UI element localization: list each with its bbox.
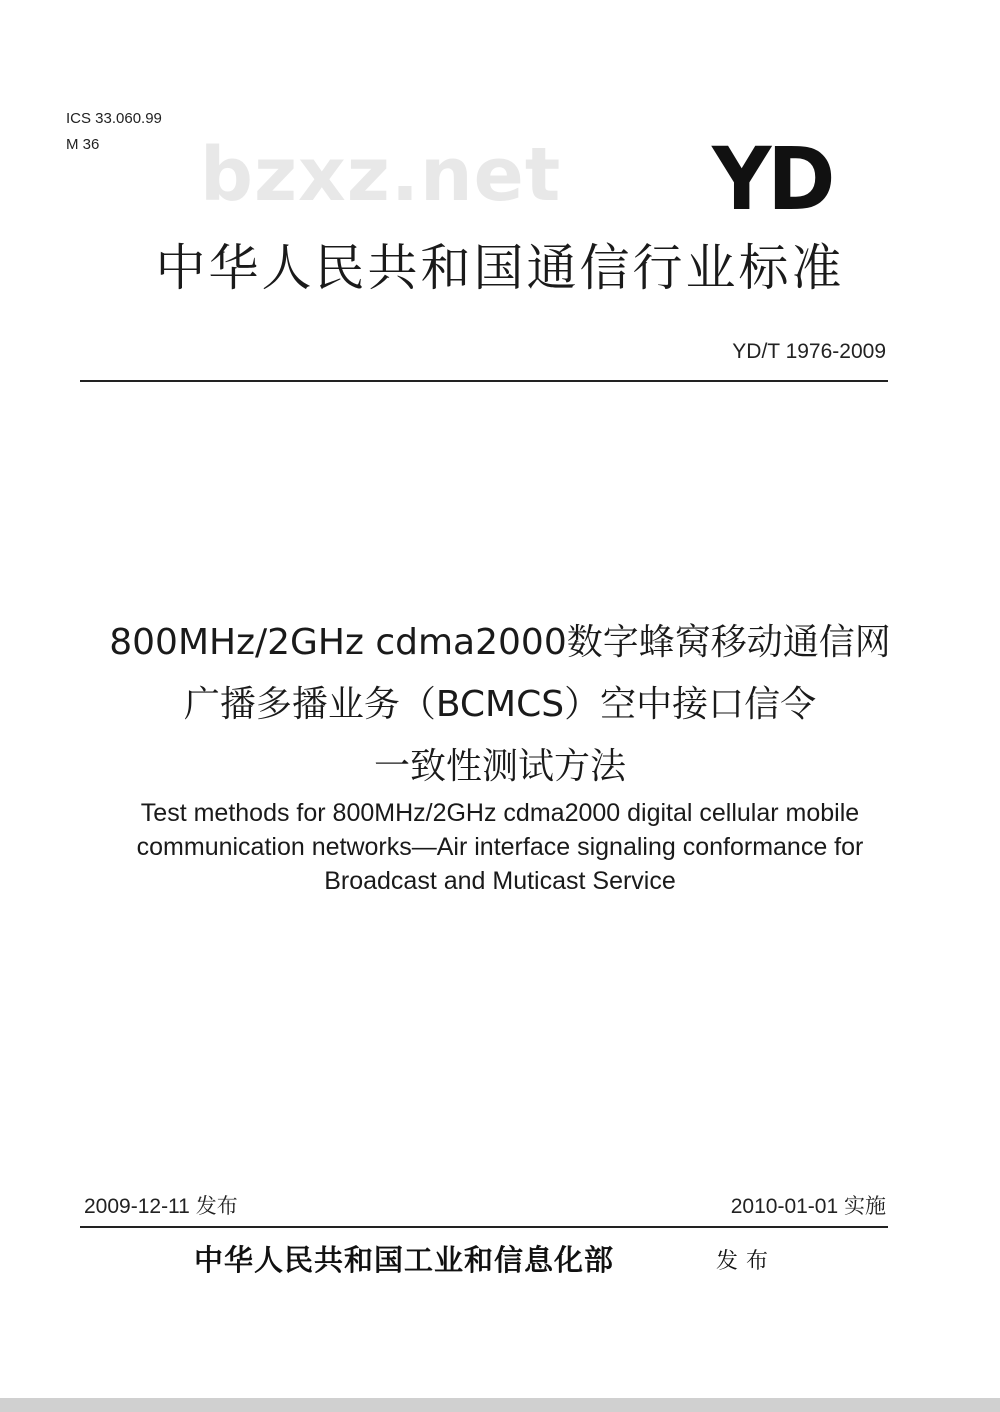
implementation-date: 2010-01-01 实施 — [730, 1195, 886, 1218]
top-divider — [80, 380, 888, 382]
english-title-line-2: communication networks—Air interface signaling conformance for — [136, 833, 864, 861]
standard-number: YD/T 1976-2009 — [732, 340, 886, 363]
issue-date: 2009-12-11 发布 — [84, 1195, 238, 1218]
ccs-code: M 36 — [66, 136, 100, 153]
english-title-line-3: Broadcast and Muticast Service — [324, 867, 676, 895]
ics-code: ICS 33.060.99 — [66, 110, 162, 127]
bottom-divider — [80, 1226, 888, 1228]
english-title — [40, 796, 960, 898]
chinese-title-line-1: 800MHz/2GHz cdma2000数字蜂窝移动通信网 — [109, 622, 891, 663]
classification-codes — [66, 106, 162, 158]
english-title-line-1: Test methods for 800MHz/2GHz cdma2000 digital cellular mobile — [140, 799, 860, 827]
yd-logo: YD — [712, 130, 832, 230]
issuing-authority: 中华人民共和国工业和信息化部 — [194, 1243, 615, 1277]
watermark: bzxz.net — [200, 132, 562, 218]
standard-title: 中华人民共和国通信行业标准 — [155, 239, 845, 297]
issuer-action: 发布 — [716, 1249, 777, 1274]
chinese-title — [40, 612, 960, 798]
chinese-title-line-2: 广播多播业务（BCMCS）空中接口信令 — [183, 684, 817, 725]
scan-edge — [0, 1398, 1000, 1412]
chinese-title-line-3: 一致性测试方法 — [373, 746, 626, 787]
